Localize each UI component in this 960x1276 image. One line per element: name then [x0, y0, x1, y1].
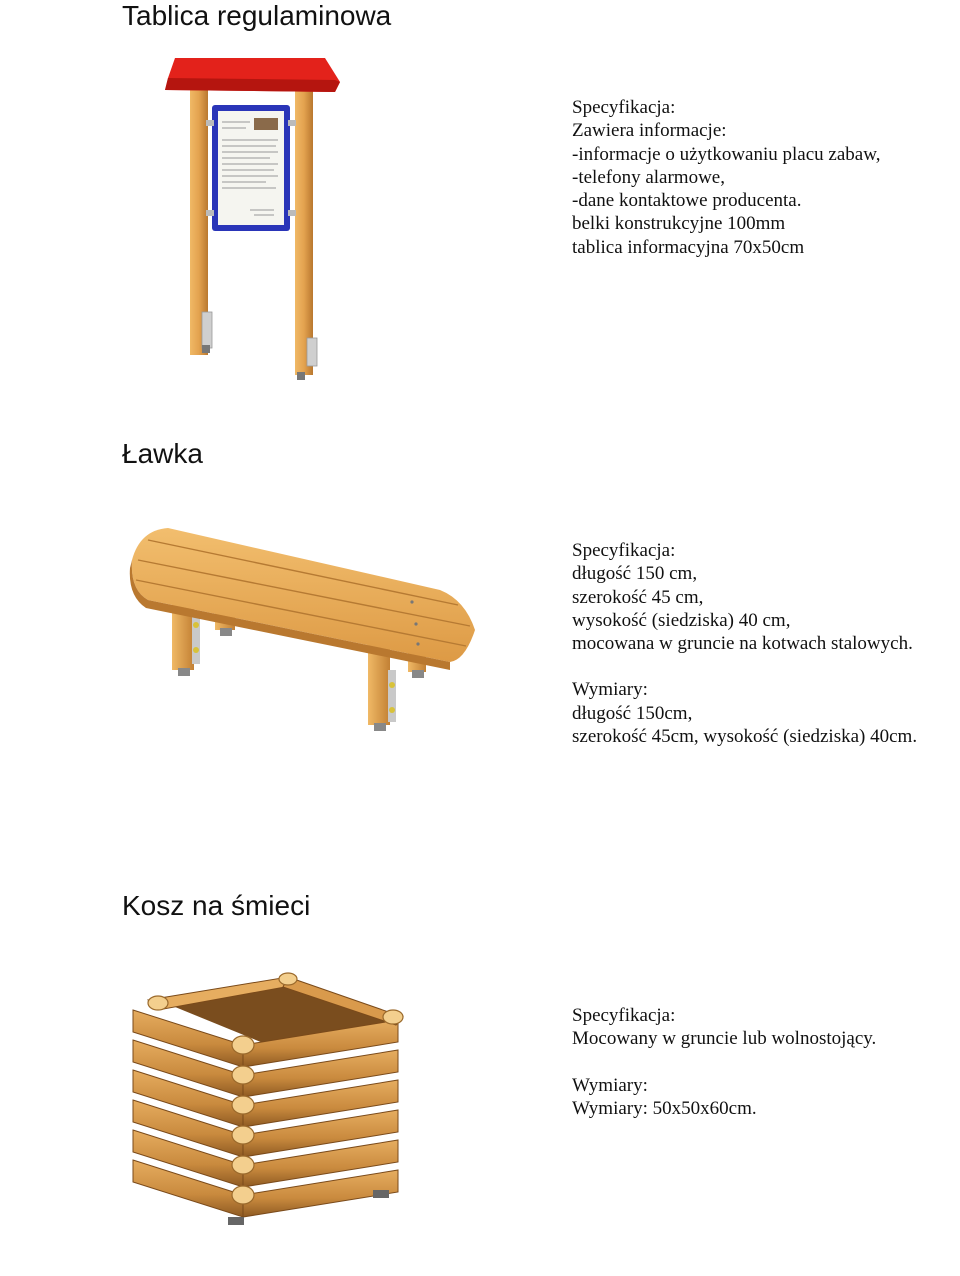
spec-line: długość 150cm, — [572, 702, 693, 724]
spec-line: szerokość 45 cm, — [572, 586, 704, 608]
spec-line: belki konstrukcyjne 100mm — [572, 213, 786, 235]
log-bin-illustration — [118, 965, 418, 1230]
section-title-log-bin: Kosz na śmieci — [122, 890, 311, 921]
bench-illustration — [120, 520, 490, 740]
bench-spec — [572, 539, 917, 748]
spec-line: Specyfikacja: — [572, 97, 676, 118]
spec-line: Mocowany w gruncie lub wolnostojący. — [572, 1028, 877, 1050]
spec-line: Specyfikacja: — [572, 540, 676, 561]
spec-line: szerokość 45cm, wysokość (siedziska) 40cm. — [572, 726, 918, 748]
spec-line: -dane kontaktowe producenta. — [572, 190, 802, 212]
spec-line: Wymiary: — [572, 679, 648, 701]
spec-line: Specyfikacja: — [572, 1005, 676, 1026]
spec-line: wysokość (siedziska) 40 cm, — [572, 609, 791, 631]
section-title-notice-board: Tablica regulaminowa — [122, 0, 392, 31]
notice-board-spec — [572, 96, 880, 259]
section-title-bench: Ławka — [122, 438, 203, 469]
spec-line: -telefony alarmowe, — [572, 166, 725, 188]
notice-board-illustration — [150, 50, 360, 385]
spec-line: tablica informacyjna 70x50cm — [572, 236, 805, 258]
spec-line: długość 150 cm, — [572, 563, 698, 585]
spec-line: Zawiera informacje: — [572, 120, 727, 142]
spec-line: -informacje o użytkowaniu placu zabaw, — [572, 143, 881, 165]
spec-line: Wymiary: — [572, 1074, 648, 1096]
spec-line: mocowana w gruncie na kotwach stalowych. — [572, 633, 913, 655]
log-bin-spec — [572, 1004, 876, 1120]
spec-line: Wymiary: 50x50x60cm. — [572, 1097, 757, 1119]
